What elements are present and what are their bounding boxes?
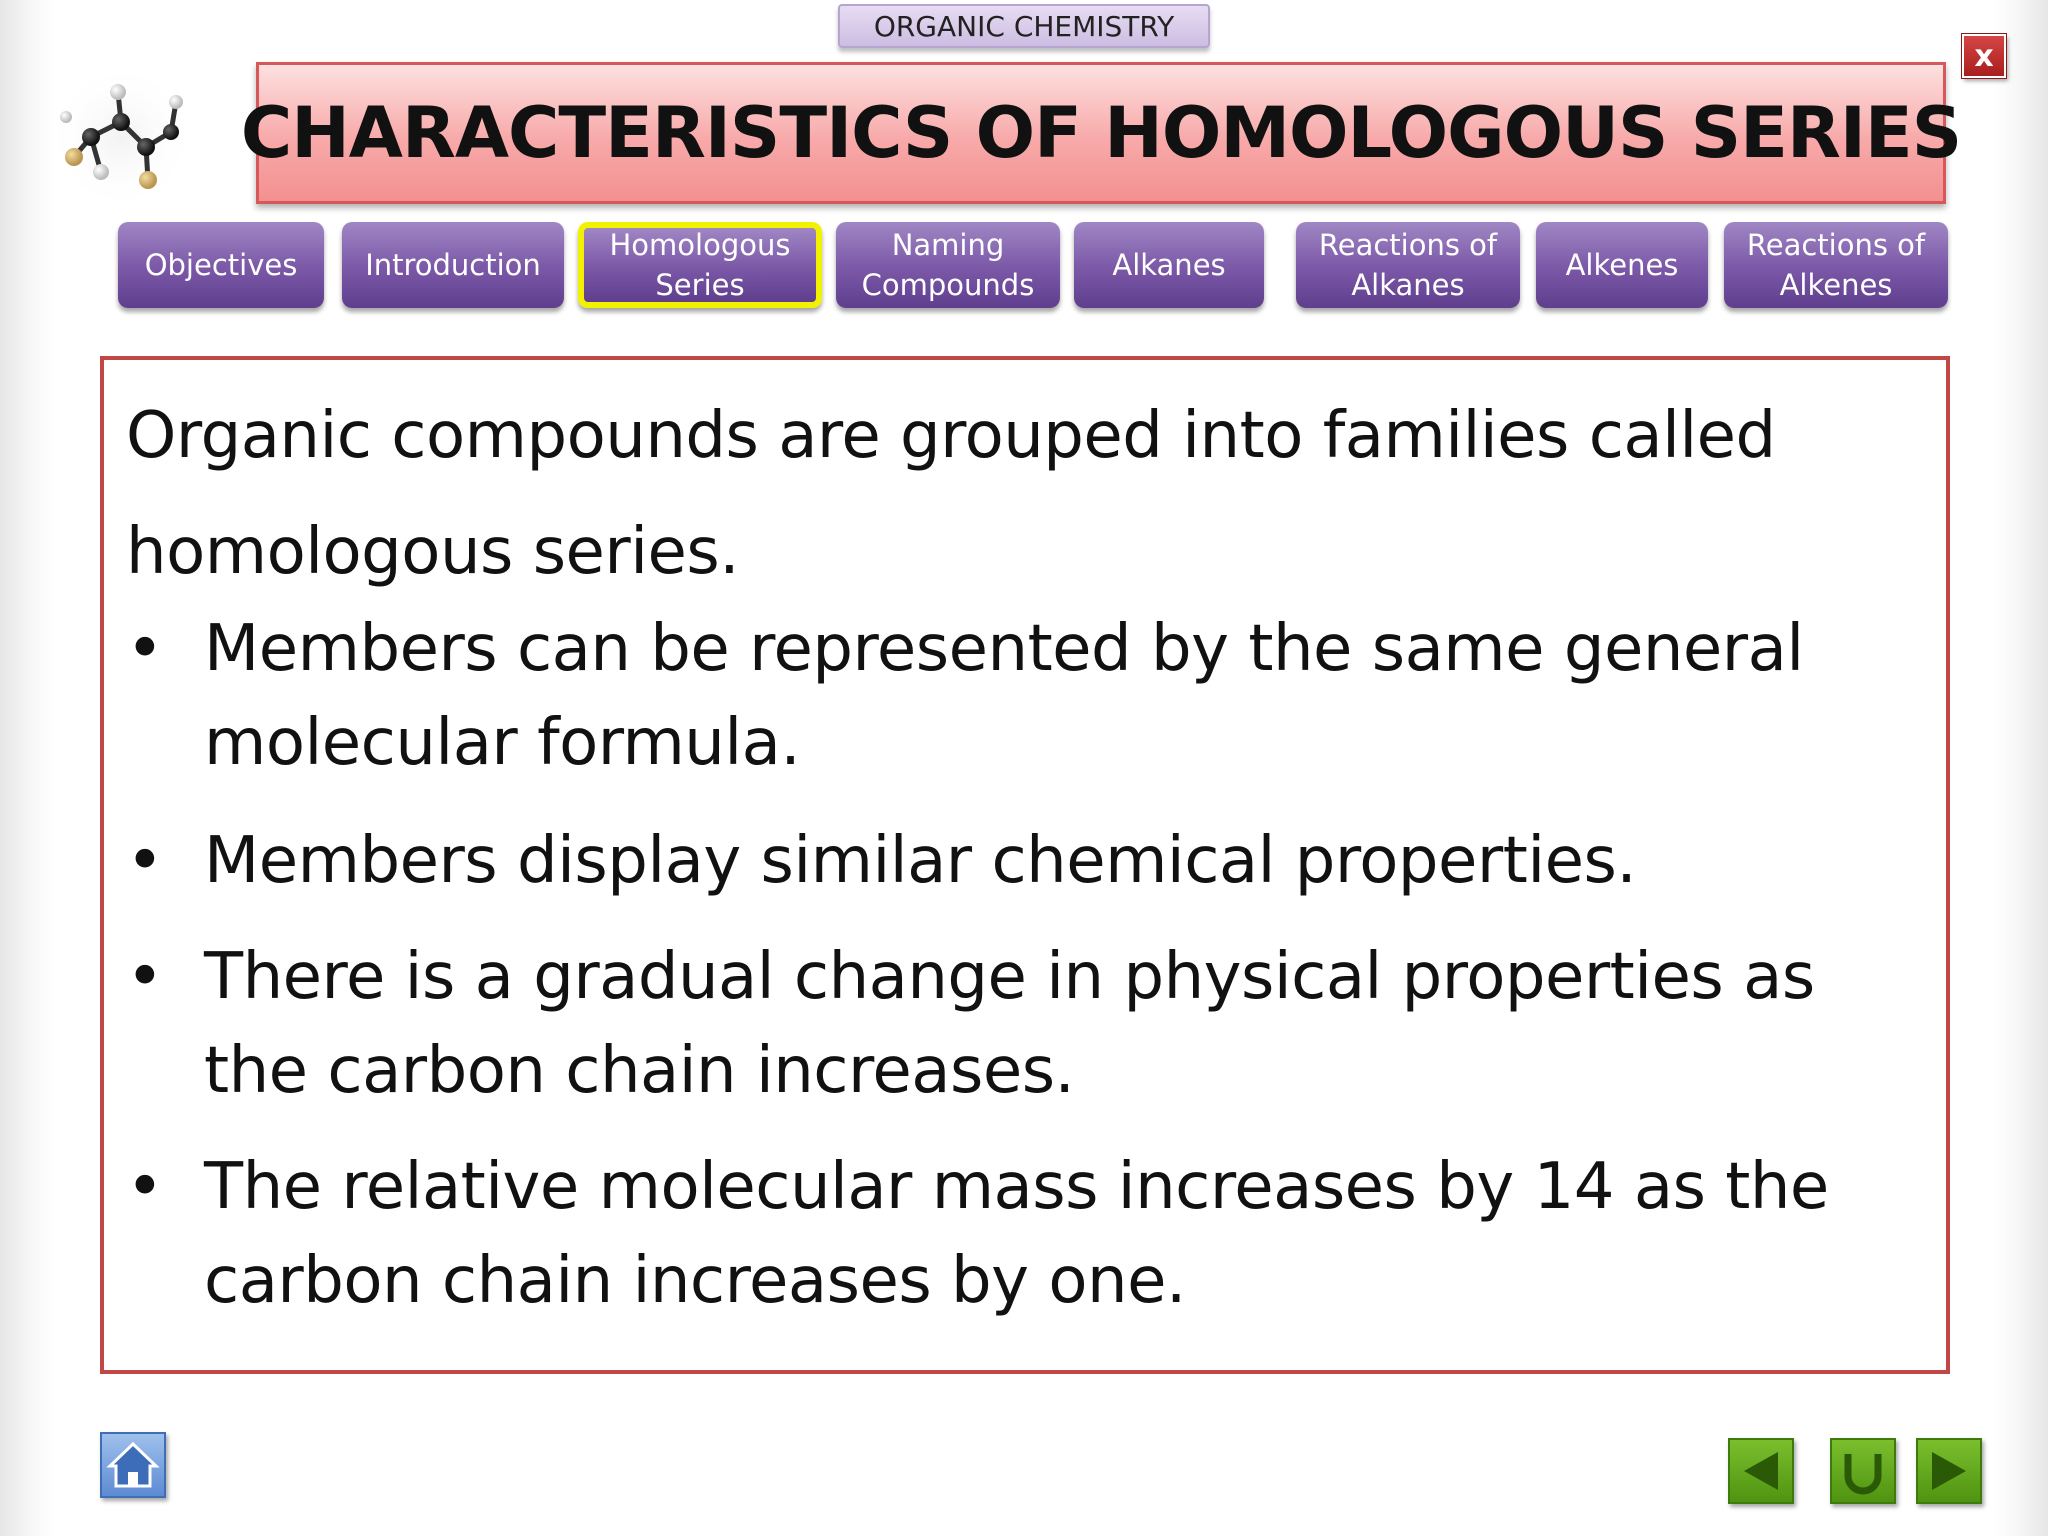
page-title: CHARACTERISTICS OF HOMOLOGOUS SERIES <box>240 92 1962 174</box>
close-button[interactable] <box>1962 34 2006 78</box>
bullet-text: There is a gradual change in physical properties as the carbon chain increases. <box>204 940 1815 1108</box>
return-button[interactable] <box>1830 1438 1896 1504</box>
title-banner <box>240 62 1962 204</box>
subject-label: ORGANIC CHEMISTRY <box>873 9 1175 43</box>
nav-alkanes[interactable]: Alkanes <box>1074 222 1264 308</box>
nav-homologous-series[interactable]: Homologous Series <box>578 222 822 308</box>
back-arrow-icon <box>1730 1440 1792 1502</box>
nav-naming-compounds[interactable]: Naming Compounds <box>836 222 1060 308</box>
left-edge-shadow <box>0 0 55 1536</box>
home-icon <box>102 1434 164 1496</box>
home-button[interactable] <box>100 1432 166 1498</box>
forward-button[interactable] <box>1916 1438 1982 1504</box>
molecule-model-icon <box>46 62 196 212</box>
content-panel <box>100 356 1950 1374</box>
nav-reactions-of-alkenes[interactable]: Reactions of Alkenes <box>1724 222 1948 308</box>
right-edge-shadow <box>1993 0 2048 1536</box>
forward-arrow-icon <box>1918 1440 1980 1502</box>
bullet-marker: • <box>126 612 164 686</box>
nav-reactions-of-alkanes[interactable]: Reactions of Alkanes <box>1296 222 1520 308</box>
close-icon: x <box>1974 38 1994 74</box>
bullet-marker: • <box>126 824 164 898</box>
intro-text: Organic compounds are grouped into families called homologous series. <box>126 399 1776 589</box>
bullet-text: Members display similar chemical properties. <box>204 824 1637 898</box>
nav-alkenes[interactable]: Alkenes <box>1536 222 1708 308</box>
back-button[interactable] <box>1728 1438 1794 1504</box>
bullet-marker: • <box>126 940 164 1014</box>
bullet-text: The relative molecular mass increases by 14 as the carbon chain increases by one. <box>204 1150 1829 1318</box>
return-icon <box>1832 1440 1894 1502</box>
nav-introduction[interactable]: Introduction <box>342 222 564 308</box>
subject-tab <box>838 4 1210 48</box>
bullet-marker: • <box>126 1150 164 1224</box>
bullet-text: Members can be represented by the same general molecular formula. <box>204 612 1804 780</box>
nav-objectives[interactable]: Objectives <box>118 222 324 308</box>
